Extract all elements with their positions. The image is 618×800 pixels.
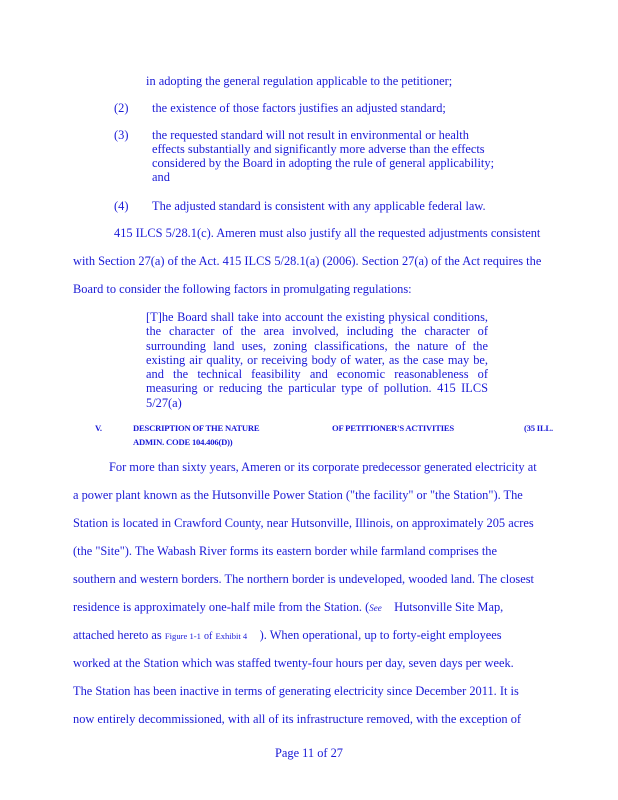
body-paragraph-line: 415 ILCS 5/28.1(c). Ameren must also justify all the requested adjustments consistent [114, 226, 541, 240]
item-4-text: The adjusted standard is consistent with any applicable federal law. [152, 199, 486, 213]
section-heading-text: OF PETITIONER'S ACTIVITIES [332, 423, 454, 433]
item-4-number: (4) [114, 199, 129, 213]
of-text: of [204, 631, 213, 642]
figure-reference: Figure 1-1 [164, 631, 201, 641]
body-paragraph-line: southern and western borders. The northern border is undeveloped, wooded land. The closest [73, 572, 534, 586]
item-3-line: effects substantially and significantly more adverse than the effects [152, 142, 485, 156]
section-heading-number: V. [95, 423, 102, 433]
body-paragraph-line: now entirely decommissioned, with all of its infrastructure removed, with the exception of [73, 712, 522, 726]
body-paragraph-line: a power plant known as the Hutsonville Power Station ("the facility" or "the Station"). The [73, 488, 523, 502]
body-paragraph-line: For more than sixty years, Ameren or its corporate predecessor generated electricity at [109, 460, 537, 474]
body-paragraph-line: The Station has been inactive in terms of generating electricity since December 2011. It is [73, 684, 519, 698]
body-text: ). When operational, up to forty-eight employees [259, 628, 502, 642]
see-signal: See [369, 603, 382, 613]
section-heading-text: DESCRIPTION OF THE NATURE [133, 423, 260, 433]
body-paragraph-line: Station is located in Crawford County, near Hutsonville, Illinois, on approximately 205 acres [73, 516, 534, 530]
item-2-text: the existence of those factors justifies an adjusted standard; [152, 101, 446, 115]
body-paragraph-line [73, 600, 503, 615]
body-paragraph-line: with Section 27(a) of the Act. 415 ILCS 5/28.1(a) (2006). Section 27(a) of the Act requires the [73, 254, 542, 268]
criteria-intro-fragment: in adopting the general regulation applicable to the petitioner; [146, 74, 453, 88]
section-heading-text: ADMIN. CODE 104.406(D)) [133, 437, 233, 447]
body-paragraph-line [73, 628, 502, 644]
body-text: residence is approximately one-half mile from the Station. ( [73, 600, 370, 614]
item-3-line: and [152, 170, 170, 184]
item-3-line: considered by the Board in adopting the rule of general applicability; [152, 156, 495, 170]
item-3-line: the requested standard will not result in environmental or health [152, 128, 469, 142]
body-paragraph-line: (the "Site"). The Wabash River forms its eastern border while farmland comprises the [73, 544, 497, 558]
section-heading-text: (35 ILL. [524, 423, 553, 433]
body-paragraph-line: worked at the Station which was staffed twenty-four hours per day, seven days per week. [73, 656, 514, 670]
page-number: Page 11 of 27 [274, 746, 344, 760]
exhibit-reference: Exhibit 4 [215, 631, 248, 641]
body-text: attached hereto as [73, 628, 162, 642]
body-text: Hutsonville Site Map, [394, 600, 504, 614]
item-2-number: (2) [114, 101, 129, 115]
item-3-number: (3) [114, 128, 129, 142]
body-paragraph-line: Board to consider the following factors in promulgating regulations: [73, 282, 412, 296]
block-quote: [T]he Board shall take into account the existing physical conditions, the character of the area involved, including the character of surrounding land uses, zoning classifications, the nature of the existing air quality, or receiving body of water, as the case may be, and the technical feasibility and economic reasonableness of measuring or reducing the particular type of pollution. 415 ILCS 5/27(a) [146, 310, 488, 410]
